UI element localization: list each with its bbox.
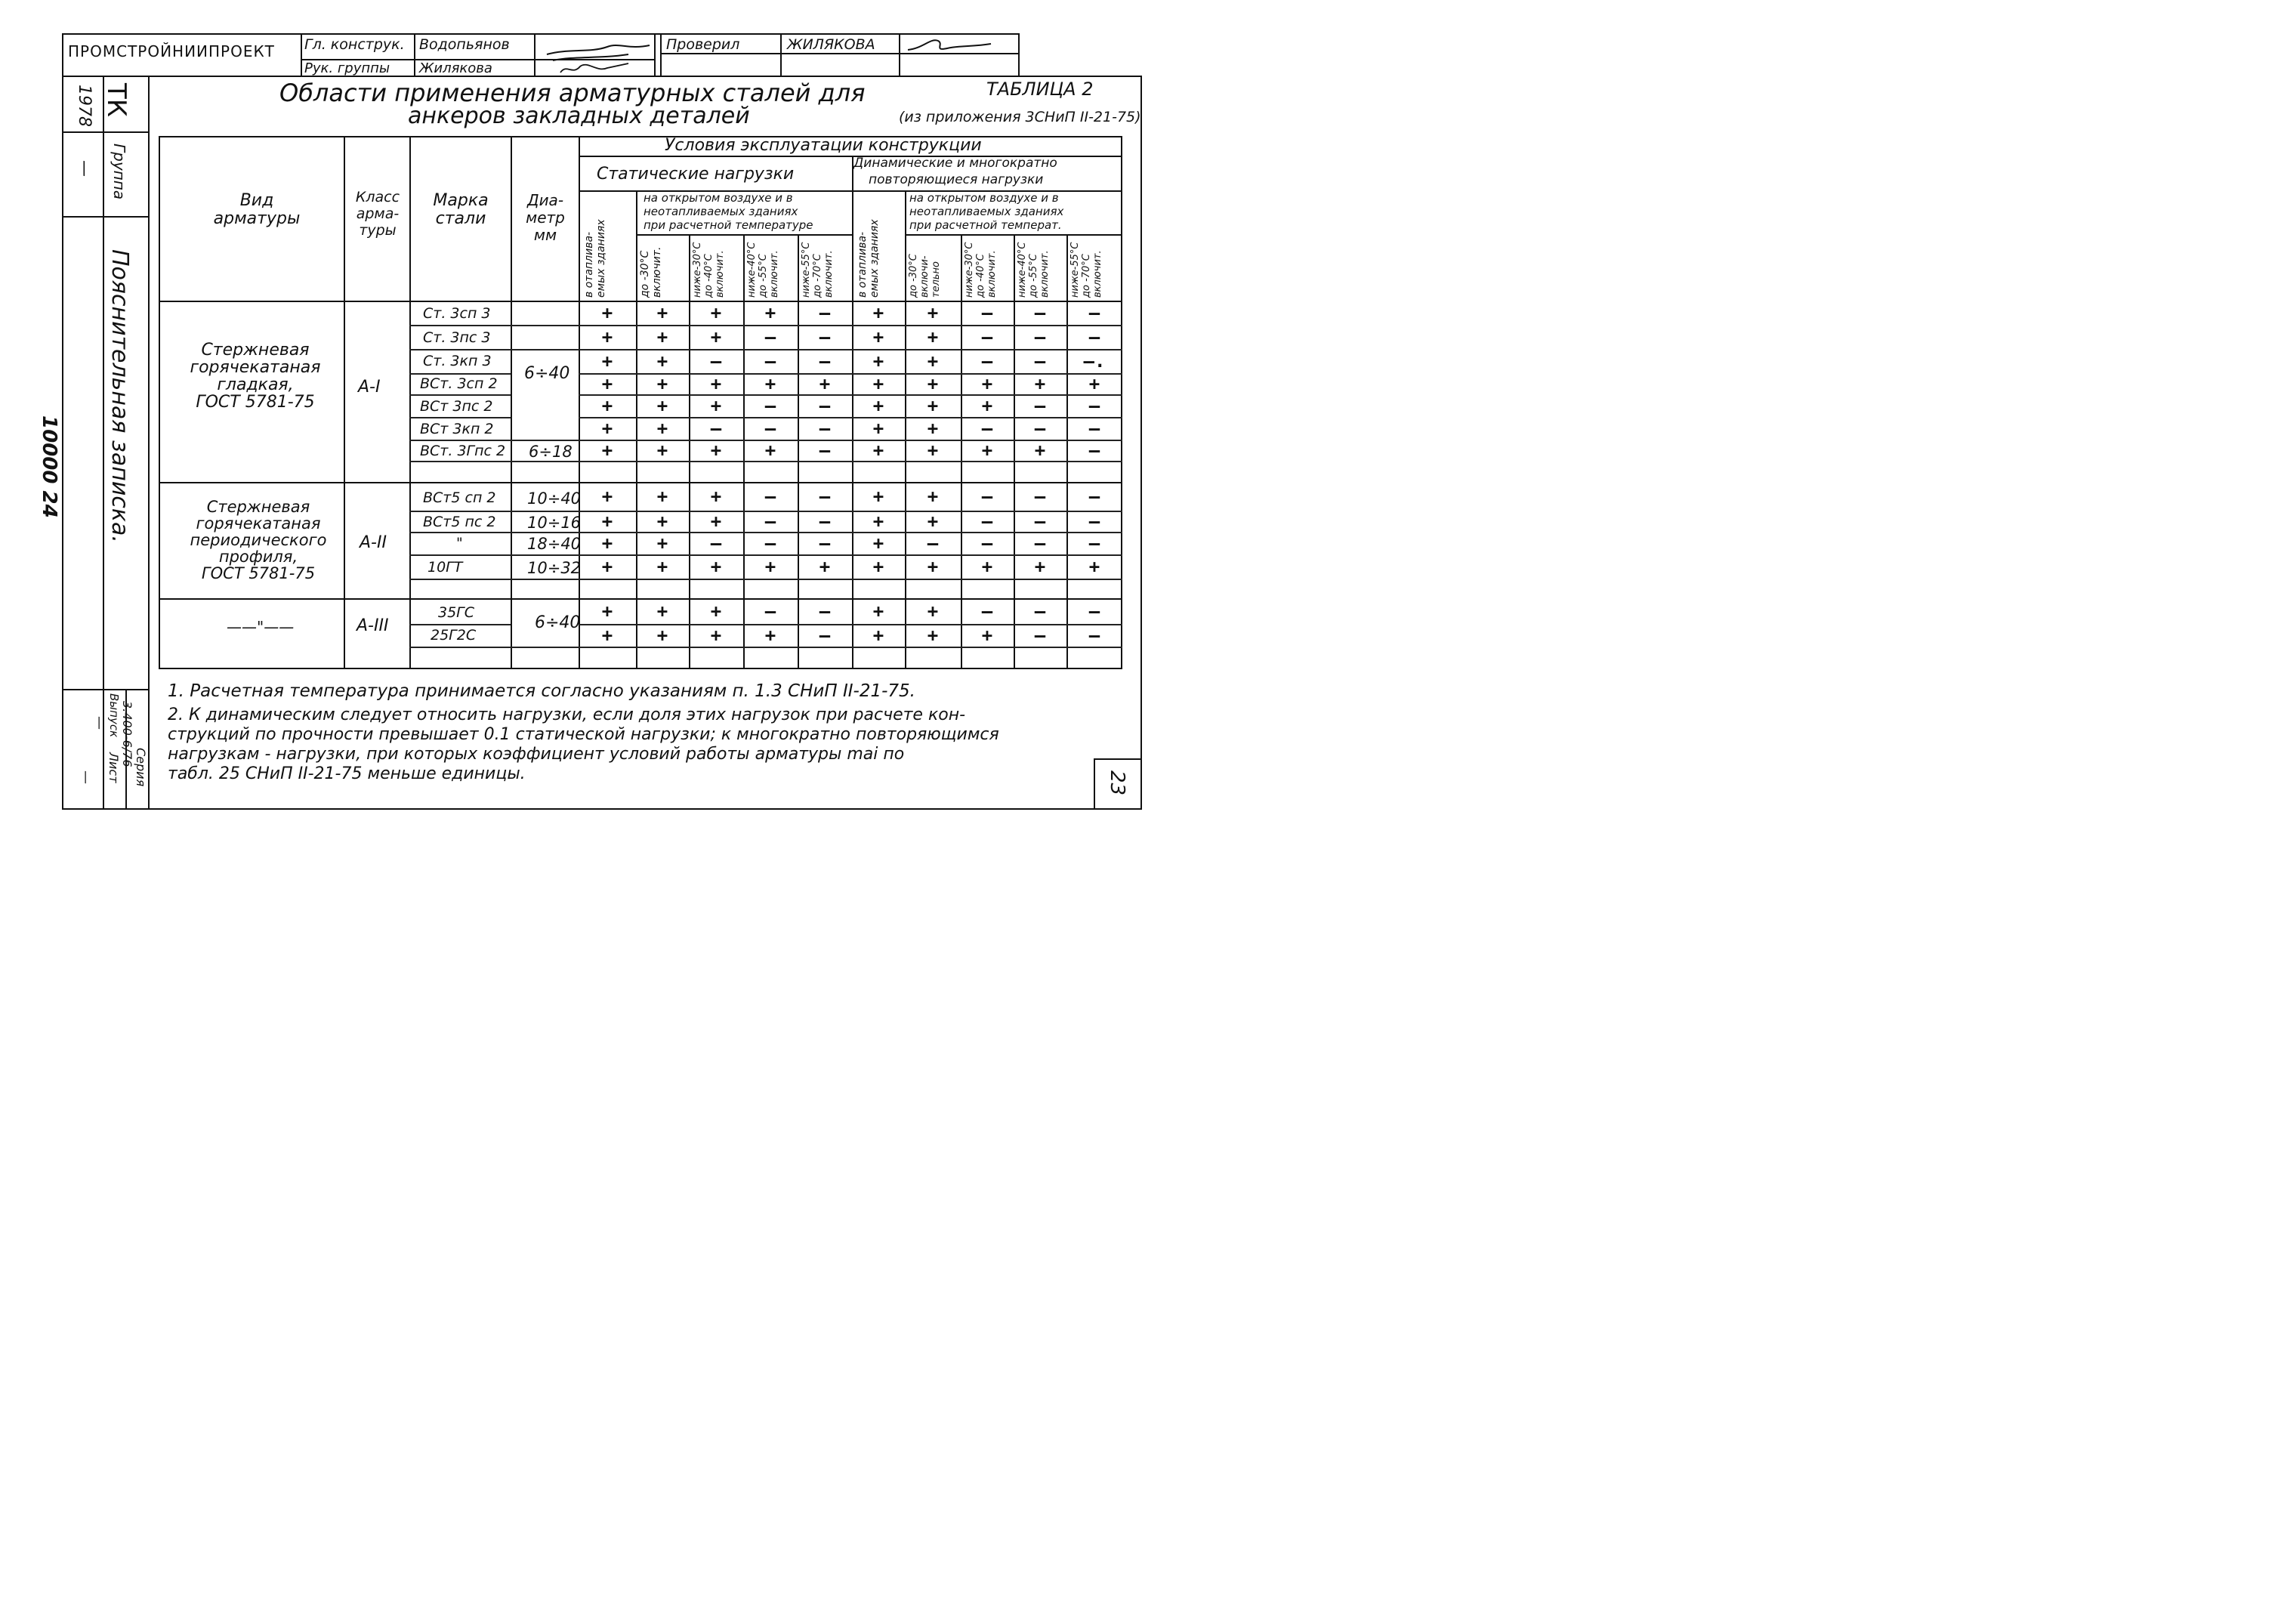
footnote-2-line-4: табл. 25 СНиП II-21-75 меньше единицы. <box>168 764 526 783</box>
steel-grade: ВСт5 сп 2 <box>423 489 496 506</box>
matrix-cell: + <box>981 625 993 646</box>
matrix-cell: + <box>927 625 939 646</box>
steel-grade: 35ГС <box>438 604 475 621</box>
grid-line <box>159 482 1122 483</box>
matrix-cell: + <box>601 533 613 554</box>
page-number: 23 <box>1106 770 1128 796</box>
matrix-cell: — <box>1034 350 1046 372</box>
steel-grade: Ст. 3сп 3 <box>423 305 491 322</box>
steel-grade: ВСт. 3Гпс 2 <box>420 443 506 459</box>
matrix-cell: + <box>1088 556 1100 577</box>
matrix-cell: — <box>764 395 776 416</box>
grid-line <box>409 579 1122 580</box>
matrix-cell: + <box>710 326 722 347</box>
matrix-cell: + <box>656 395 668 416</box>
matrix-cell: — <box>764 350 776 372</box>
matrix-cell: + <box>656 302 668 323</box>
side-series-label: Серия <box>134 748 148 787</box>
grid-line <box>579 417 1122 418</box>
matrix-cell: — <box>710 418 722 439</box>
stamp-name-1: Водопьянов <box>419 36 510 53</box>
temp-col-header: ниже-40°С до -55°С включит. <box>746 242 780 298</box>
group-a3-dia: 6÷40 <box>535 613 581 632</box>
matrix-cell: — <box>1034 486 1046 507</box>
grid-line <box>579 624 1122 625</box>
matrix-cell: — <box>819 601 831 622</box>
grid-line <box>579 394 1122 396</box>
matrix-cell: — <box>764 533 776 554</box>
matrix-cell: — <box>764 511 776 532</box>
matrix-cell: — <box>819 533 831 554</box>
matrix-cell: — <box>819 418 831 439</box>
matrix-cell: + <box>1088 373 1100 394</box>
matrix-cell: — <box>1088 302 1100 323</box>
steel-grade: ВСт. 3сп 2 <box>420 375 498 392</box>
stamp-org: ПРОМСТРОЙНИИПРОЕКТ <box>68 42 275 60</box>
temp-col-header: в отаплива- емых зданиях <box>583 219 607 298</box>
diameter: 18÷40 <box>527 535 582 553</box>
group-a1-dia-2: 6÷18 <box>529 443 573 461</box>
matrix-cell: — <box>710 350 722 372</box>
grid-line <box>852 156 853 669</box>
matrix-cell: + <box>710 511 722 532</box>
grid-line <box>409 373 511 375</box>
stamp-role-2: Рук. группы <box>304 60 390 76</box>
title-line-2: анкеров закладных деталей <box>408 103 750 129</box>
matrix-cell: + <box>927 418 939 439</box>
group-a2-class: А-II <box>360 533 387 552</box>
matrix-cell: — <box>710 533 722 554</box>
side-year: 1978 <box>75 85 94 127</box>
matrix-cell: + <box>601 350 613 372</box>
matrix-cell: — <box>981 350 993 372</box>
matrix-cell: + <box>601 440 613 461</box>
stamp-divider <box>301 33 302 77</box>
temp-col-header: ниже-55°С до -70°С включит. <box>801 242 835 298</box>
grid-line <box>961 234 962 669</box>
steel-grade: 25Г2С <box>431 627 477 644</box>
matrix-cell: + <box>981 395 993 416</box>
matrix-cell: — <box>981 486 993 507</box>
matrix-cell: + <box>872 440 884 461</box>
matrix-cell: + <box>601 302 613 323</box>
stamp-checked-label: Проверил <box>666 36 740 53</box>
grid-line <box>689 234 690 669</box>
matrix-cell: + <box>656 486 668 507</box>
matrix-cell: + <box>927 350 939 372</box>
temp-col-header: до -30°С включи-тельно <box>908 254 942 298</box>
side-divider <box>62 689 150 690</box>
grid-line <box>159 301 1122 302</box>
grid-line <box>409 136 411 669</box>
footnote-2-line-1: 2. К динамическим следует относить нагрузки, если доля этих нагрузок при расчете кон- <box>168 705 966 724</box>
steel-grade: ВСт 3пс 2 <box>420 398 493 415</box>
temp-col-header: ниже-30°С до -40°С включит. <box>692 242 726 298</box>
matrix-cell: + <box>601 601 613 622</box>
grid-line <box>409 417 511 418</box>
matrix-cell: + <box>764 440 776 461</box>
matrix-cell: + <box>819 373 831 394</box>
matrix-cell: — <box>1088 601 1100 622</box>
matrix-cell: — <box>1088 395 1100 416</box>
steel-grade: ВСт5 пс 2 <box>423 514 496 530</box>
matrix-cell: — <box>764 486 776 507</box>
side-group-label: Группа <box>110 144 128 200</box>
grid-line <box>409 554 1122 556</box>
grid-line <box>409 624 511 625</box>
diameter: 10÷32 <box>527 559 582 577</box>
matrix-cell: + <box>710 601 722 622</box>
matrix-cell: + <box>710 486 722 507</box>
matrix-cell: — <box>1034 395 1046 416</box>
matrix-cell: + <box>872 556 884 577</box>
matrix-cell: + <box>764 302 776 323</box>
footnote-2-line-2: струкций по прочности превышает 0.1 статической нагрузки; к многократно повторяющимся <box>168 725 999 744</box>
matrix-cell: + <box>656 625 668 646</box>
grid-line <box>1014 234 1015 669</box>
matrix-cell: + <box>656 556 668 577</box>
matrix-cell: + <box>764 373 776 394</box>
grid-line <box>344 136 345 669</box>
group-a1-dia-1: 6÷40 <box>524 364 570 383</box>
matrix-cell: — <box>981 418 993 439</box>
matrix-cell: + <box>872 486 884 507</box>
matrix-cell: + <box>872 625 884 646</box>
matrix-cell: — <box>1088 326 1100 347</box>
header-class: Класс арма-туры <box>355 189 400 239</box>
matrix-cell: + <box>656 601 668 622</box>
group-a1-class: А-I <box>358 378 381 397</box>
grid-line <box>743 234 745 669</box>
stamp-divider <box>780 33 782 77</box>
grid-line <box>409 349 1122 350</box>
matrix-cell: + <box>981 556 993 577</box>
side-series-value: 3.400-6/76 <box>120 701 134 767</box>
matrix-cell: — <box>1088 625 1100 646</box>
matrix-cell: — <box>1034 302 1046 323</box>
margin-note: 10000 24 <box>38 415 60 518</box>
header-dyn-open-2: неотапливаемых зданиях <box>909 205 1064 218</box>
matrix-cell: + <box>601 326 613 347</box>
matrix-cell: + <box>927 556 939 577</box>
matrix-cell: + <box>1034 373 1046 394</box>
header-static-open-3: при расчетной температуре <box>644 218 813 232</box>
side-divider <box>103 76 104 810</box>
grid-line <box>511 136 512 669</box>
table-source: (из приложения 3СНиП II-21-75) <box>899 109 1141 125</box>
grid-line <box>409 647 1122 648</box>
matrix-cell: + <box>1034 556 1046 577</box>
grid-line <box>636 190 637 669</box>
matrix-cell: — <box>1034 601 1046 622</box>
matrix-cell: + <box>710 302 722 323</box>
side-strip <box>62 76 150 810</box>
matrix-cell: — <box>819 302 831 323</box>
stamp-divider <box>660 33 662 77</box>
matrix-cell: + <box>601 556 613 577</box>
matrix-cell: + <box>927 395 939 416</box>
footnote-1: 1. Расчетная температура принимается согласно указаниям п. 1.3 СНиП II-21-75. <box>168 681 915 701</box>
side-issue-value: — <box>91 716 107 730</box>
matrix-cell: + <box>656 533 668 554</box>
matrix-cell: — <box>1088 533 1100 554</box>
matrix-cell: — <box>1034 418 1046 439</box>
grid-line <box>1066 234 1068 669</box>
matrix-cell: + <box>710 373 722 394</box>
header-dyn-open-1: на открытом воздухе и в <box>909 191 1059 205</box>
grid-line <box>409 532 1122 533</box>
matrix-cell: — <box>819 625 831 646</box>
group-a1-vid: Стержневая горячекатаная гладкая, ГОСТ 5781-75 <box>190 341 321 412</box>
matrix-cell: + <box>927 511 939 532</box>
matrix-cell: + <box>872 373 884 394</box>
side-dash: — <box>75 160 94 177</box>
header-dynamic-2: повторяющиеся нагрузки <box>869 172 1044 187</box>
matrix-cell: + <box>601 486 613 507</box>
matrix-cell: — <box>1034 326 1046 347</box>
matrix-cell: + <box>764 625 776 646</box>
matrix-cell: —. <box>1083 350 1106 372</box>
steel-grade: " <box>456 535 463 551</box>
temp-col-header: до -30°С включит. <box>639 246 663 298</box>
matrix-cell: + <box>656 326 668 347</box>
grid-line <box>409 394 511 396</box>
matrix-cell: + <box>601 373 613 394</box>
side-sheet-value: — <box>78 770 94 784</box>
matrix-cell: + <box>872 418 884 439</box>
grid-line <box>409 461 1122 462</box>
header-dyn-open-3: при расчетной температ. <box>909 218 1062 232</box>
matrix-cell: + <box>656 440 668 461</box>
matrix-cell: + <box>764 556 776 577</box>
diameter: 10÷40 <box>527 489 582 508</box>
matrix-cell: + <box>927 326 939 347</box>
matrix-cell: — <box>1034 533 1046 554</box>
matrix-cell: — <box>927 533 939 554</box>
header-dynamic-1: Динамические и многократно <box>853 156 1057 171</box>
matrix-cell: — <box>819 395 831 416</box>
group-a2-vid: Стержневая горячекатаная периодического профиля, ГОСТ 5781-75 <box>190 498 327 582</box>
matrix-cell: — <box>764 601 776 622</box>
matrix-cell: + <box>927 302 939 323</box>
matrix-cell: — <box>1088 486 1100 507</box>
temp-col-header: ниже-40°С до -55°С включит. <box>1017 242 1051 298</box>
matrix-cell: — <box>1034 511 1046 532</box>
matrix-cell: + <box>710 625 722 646</box>
steel-grade: 10ГТ <box>427 559 463 576</box>
header-static: Статические нагрузки <box>597 165 795 184</box>
steel-grade: ВСт 3кп 2 <box>420 421 494 437</box>
matrix-cell: — <box>1088 418 1100 439</box>
matrix-cell: + <box>601 418 613 439</box>
matrix-cell: — <box>819 511 831 532</box>
matrix-cell: + <box>872 326 884 347</box>
matrix-cell: + <box>872 302 884 323</box>
matrix-cell: — <box>764 326 776 347</box>
header-static-open-2: неотапливаемых зданиях <box>644 205 798 218</box>
matrix-cell: + <box>927 440 939 461</box>
matrix-cell: + <box>710 556 722 577</box>
stamp-name-2: Жилякова <box>419 60 492 76</box>
matrix-cell: + <box>872 395 884 416</box>
matrix-cell: — <box>981 511 993 532</box>
matrix-cell: — <box>1088 440 1100 461</box>
matrix-cell: + <box>927 486 939 507</box>
matrix-cell: + <box>601 511 613 532</box>
matrix-cell: + <box>819 556 831 577</box>
matrix-cell: + <box>601 625 613 646</box>
matrix-cell: — <box>981 601 993 622</box>
steel-grade: Ст. 3пс 3 <box>423 329 491 346</box>
matrix-cell: + <box>981 373 993 394</box>
matrix-cell: + <box>656 418 668 439</box>
matrix-cell: — <box>981 326 993 347</box>
matrix-cell: + <box>872 601 884 622</box>
temp-col-header: в отаплива- емых зданиях <box>857 219 881 298</box>
matrix-cell: — <box>819 326 831 347</box>
matrix-cell: + <box>927 373 939 394</box>
stamp-checked-name: ЖИЛЯКОВА <box>787 36 875 53</box>
table-label: ТАБЛИЦА 2 <box>986 79 1094 100</box>
matrix-cell: + <box>656 350 668 372</box>
group-a3-class: А-III <box>356 616 389 635</box>
temp-col-header: ниже-55°С до -70°С включит. <box>1069 242 1103 298</box>
diameter: 10÷16 <box>527 514 582 532</box>
stamp-role-1: Гл. конструк. <box>304 36 405 53</box>
grid-line <box>409 511 1122 512</box>
matrix-cell: + <box>872 350 884 372</box>
matrix-cell: — <box>1034 625 1046 646</box>
matrix-cell: + <box>656 373 668 394</box>
footnote-2-line-3: нагрузкам - нагрузки, при которых коэффициент условий работы арматуры mai по <box>168 745 905 764</box>
signature-1 <box>538 33 659 77</box>
matrix-cell: + <box>601 395 613 416</box>
matrix-cell: + <box>710 440 722 461</box>
temp-col-header: ниже-30°С до -40°С включит. <box>964 242 998 298</box>
grid-line <box>579 373 1122 375</box>
side-sheet-label: Лист <box>106 752 121 783</box>
matrix-cell: + <box>710 395 722 416</box>
header-static-open-1: на открытом воздухе и в <box>644 191 793 205</box>
group-a3-vid: ——"—— <box>227 618 295 636</box>
grid-line <box>798 234 799 669</box>
matrix-cell: + <box>927 601 939 622</box>
header-conditions: Условия эксплуатации конструкции <box>665 136 982 155</box>
signature-2 <box>900 33 1018 56</box>
stamp-divider <box>414 33 415 77</box>
header-diam: Диа-метр мм <box>526 191 565 244</box>
side-divider <box>62 216 150 218</box>
matrix-cell: — <box>764 418 776 439</box>
header-marka: Марка стали <box>433 191 489 228</box>
grid-line <box>409 440 1122 441</box>
grid-line <box>159 598 1122 600</box>
matrix-cell: + <box>872 533 884 554</box>
matrix-cell: — <box>819 440 831 461</box>
matrix-cell: + <box>656 511 668 532</box>
matrix-cell: — <box>1088 511 1100 532</box>
matrix-cell: + <box>872 511 884 532</box>
grid-line <box>579 136 580 669</box>
grid-line <box>905 190 906 669</box>
matrix-cell: — <box>981 302 993 323</box>
matrix-cell: — <box>819 486 831 507</box>
title-line-1: Области применения арматурных сталей для <box>279 79 866 107</box>
side-divider <box>62 131 150 133</box>
side-code: ТК <box>101 83 131 117</box>
matrix-cell: — <box>819 350 831 372</box>
header-vid: Вид арматуры <box>213 191 301 228</box>
side-issue-label: Выпуск <box>107 693 121 738</box>
stamp-divider <box>534 33 536 77</box>
steel-grade: Ст. 3кп 3 <box>423 353 492 369</box>
matrix-cell: + <box>1034 440 1046 461</box>
side-note: Пояснительная записка. <box>106 249 133 543</box>
matrix-cell: + <box>981 440 993 461</box>
grid-line <box>409 325 1122 326</box>
matrix-cell: — <box>981 533 993 554</box>
